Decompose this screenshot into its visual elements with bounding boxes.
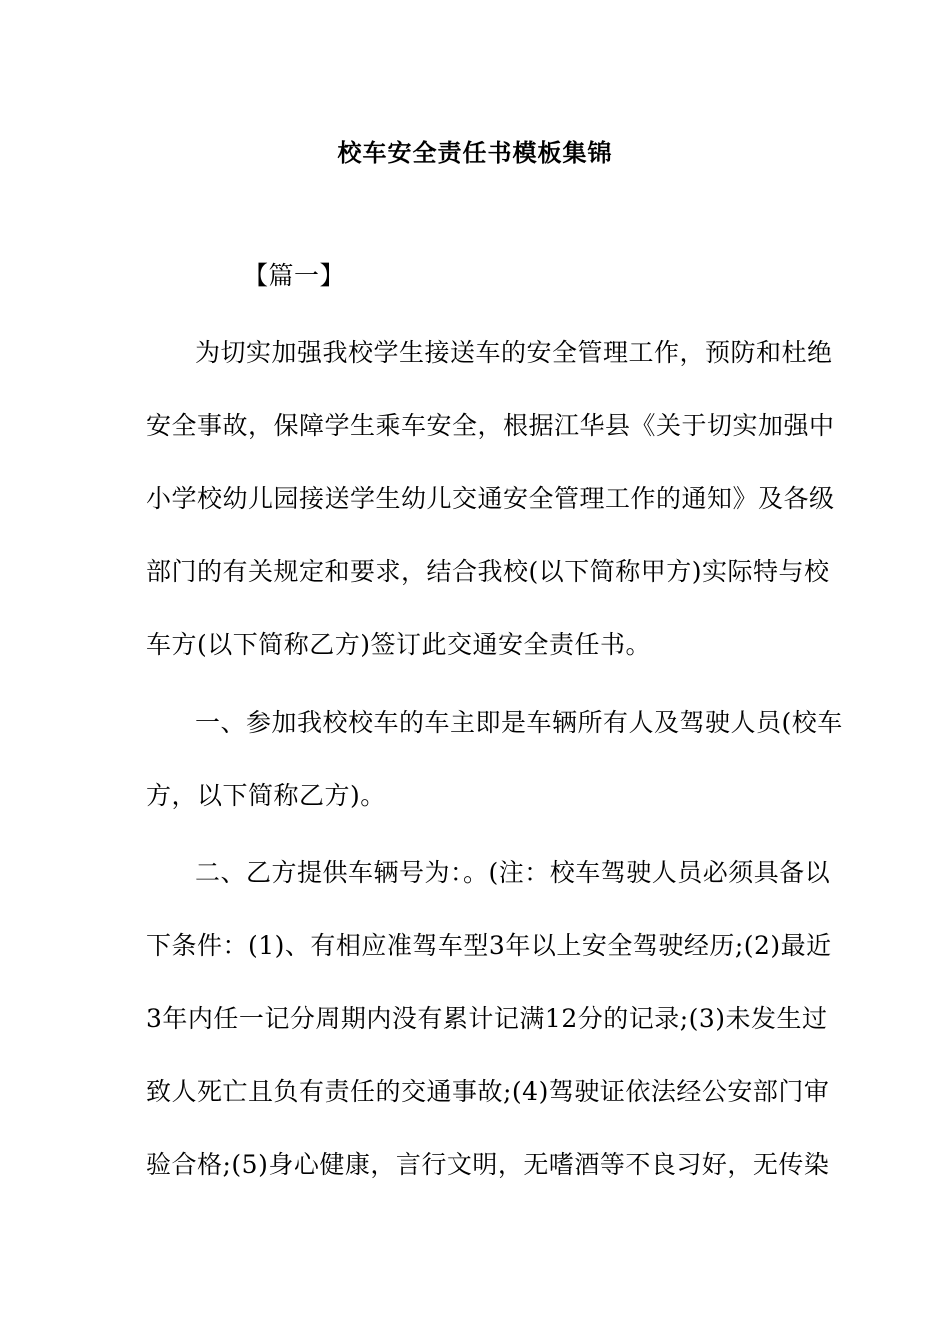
paragraph-line: 部门的有关规定和要求，结合我校(以下简称甲方)实际特与校 xyxy=(146,557,830,586)
paragraph-line: 小学校幼儿园接送学生幼儿交通安全管理工作的通知》及各级 xyxy=(146,484,835,513)
paragraph-line: 下条件：(1)、有相应准驾车型3年以上安全驾驶经历;(2)最近 xyxy=(146,931,832,960)
paragraph-line: 一、参加我校校车的车主即是车辆所有人及驾驶人员(校车 xyxy=(195,708,843,737)
paragraph-line: 为切实加强我校学生接送车的安全管理工作，预防和杜绝 xyxy=(195,338,833,367)
paragraph-line: 验合格;(5)身心健康，言行文明，无嗜酒等不良习好，无传染 xyxy=(146,1150,830,1179)
paragraph-line: 安全事故，保障学生乘车安全，根据江华县《关于切实加强中 xyxy=(146,411,835,440)
paragraph-line: 致人死亡且负有责任的交通事故;(4)驾驶证依法经公安部门审 xyxy=(146,1077,830,1106)
section-heading: 【篇一】 xyxy=(243,261,346,290)
paragraph-line: 3年内任一记分周期内没有累计记满12分的记录;(3)未发生过 xyxy=(146,1004,828,1033)
paragraph-line: 二、乙方提供车辆号为：。(注：校车驾驶人员必须具备以 xyxy=(195,858,831,887)
document-title: 校车安全责任书模板集锦 xyxy=(337,138,613,167)
paragraph-line: 方，以下简称乙方)。 xyxy=(146,781,386,810)
paragraph-line: 车方(以下简称乙方)签订此交通安全责任书。 xyxy=(146,630,652,659)
